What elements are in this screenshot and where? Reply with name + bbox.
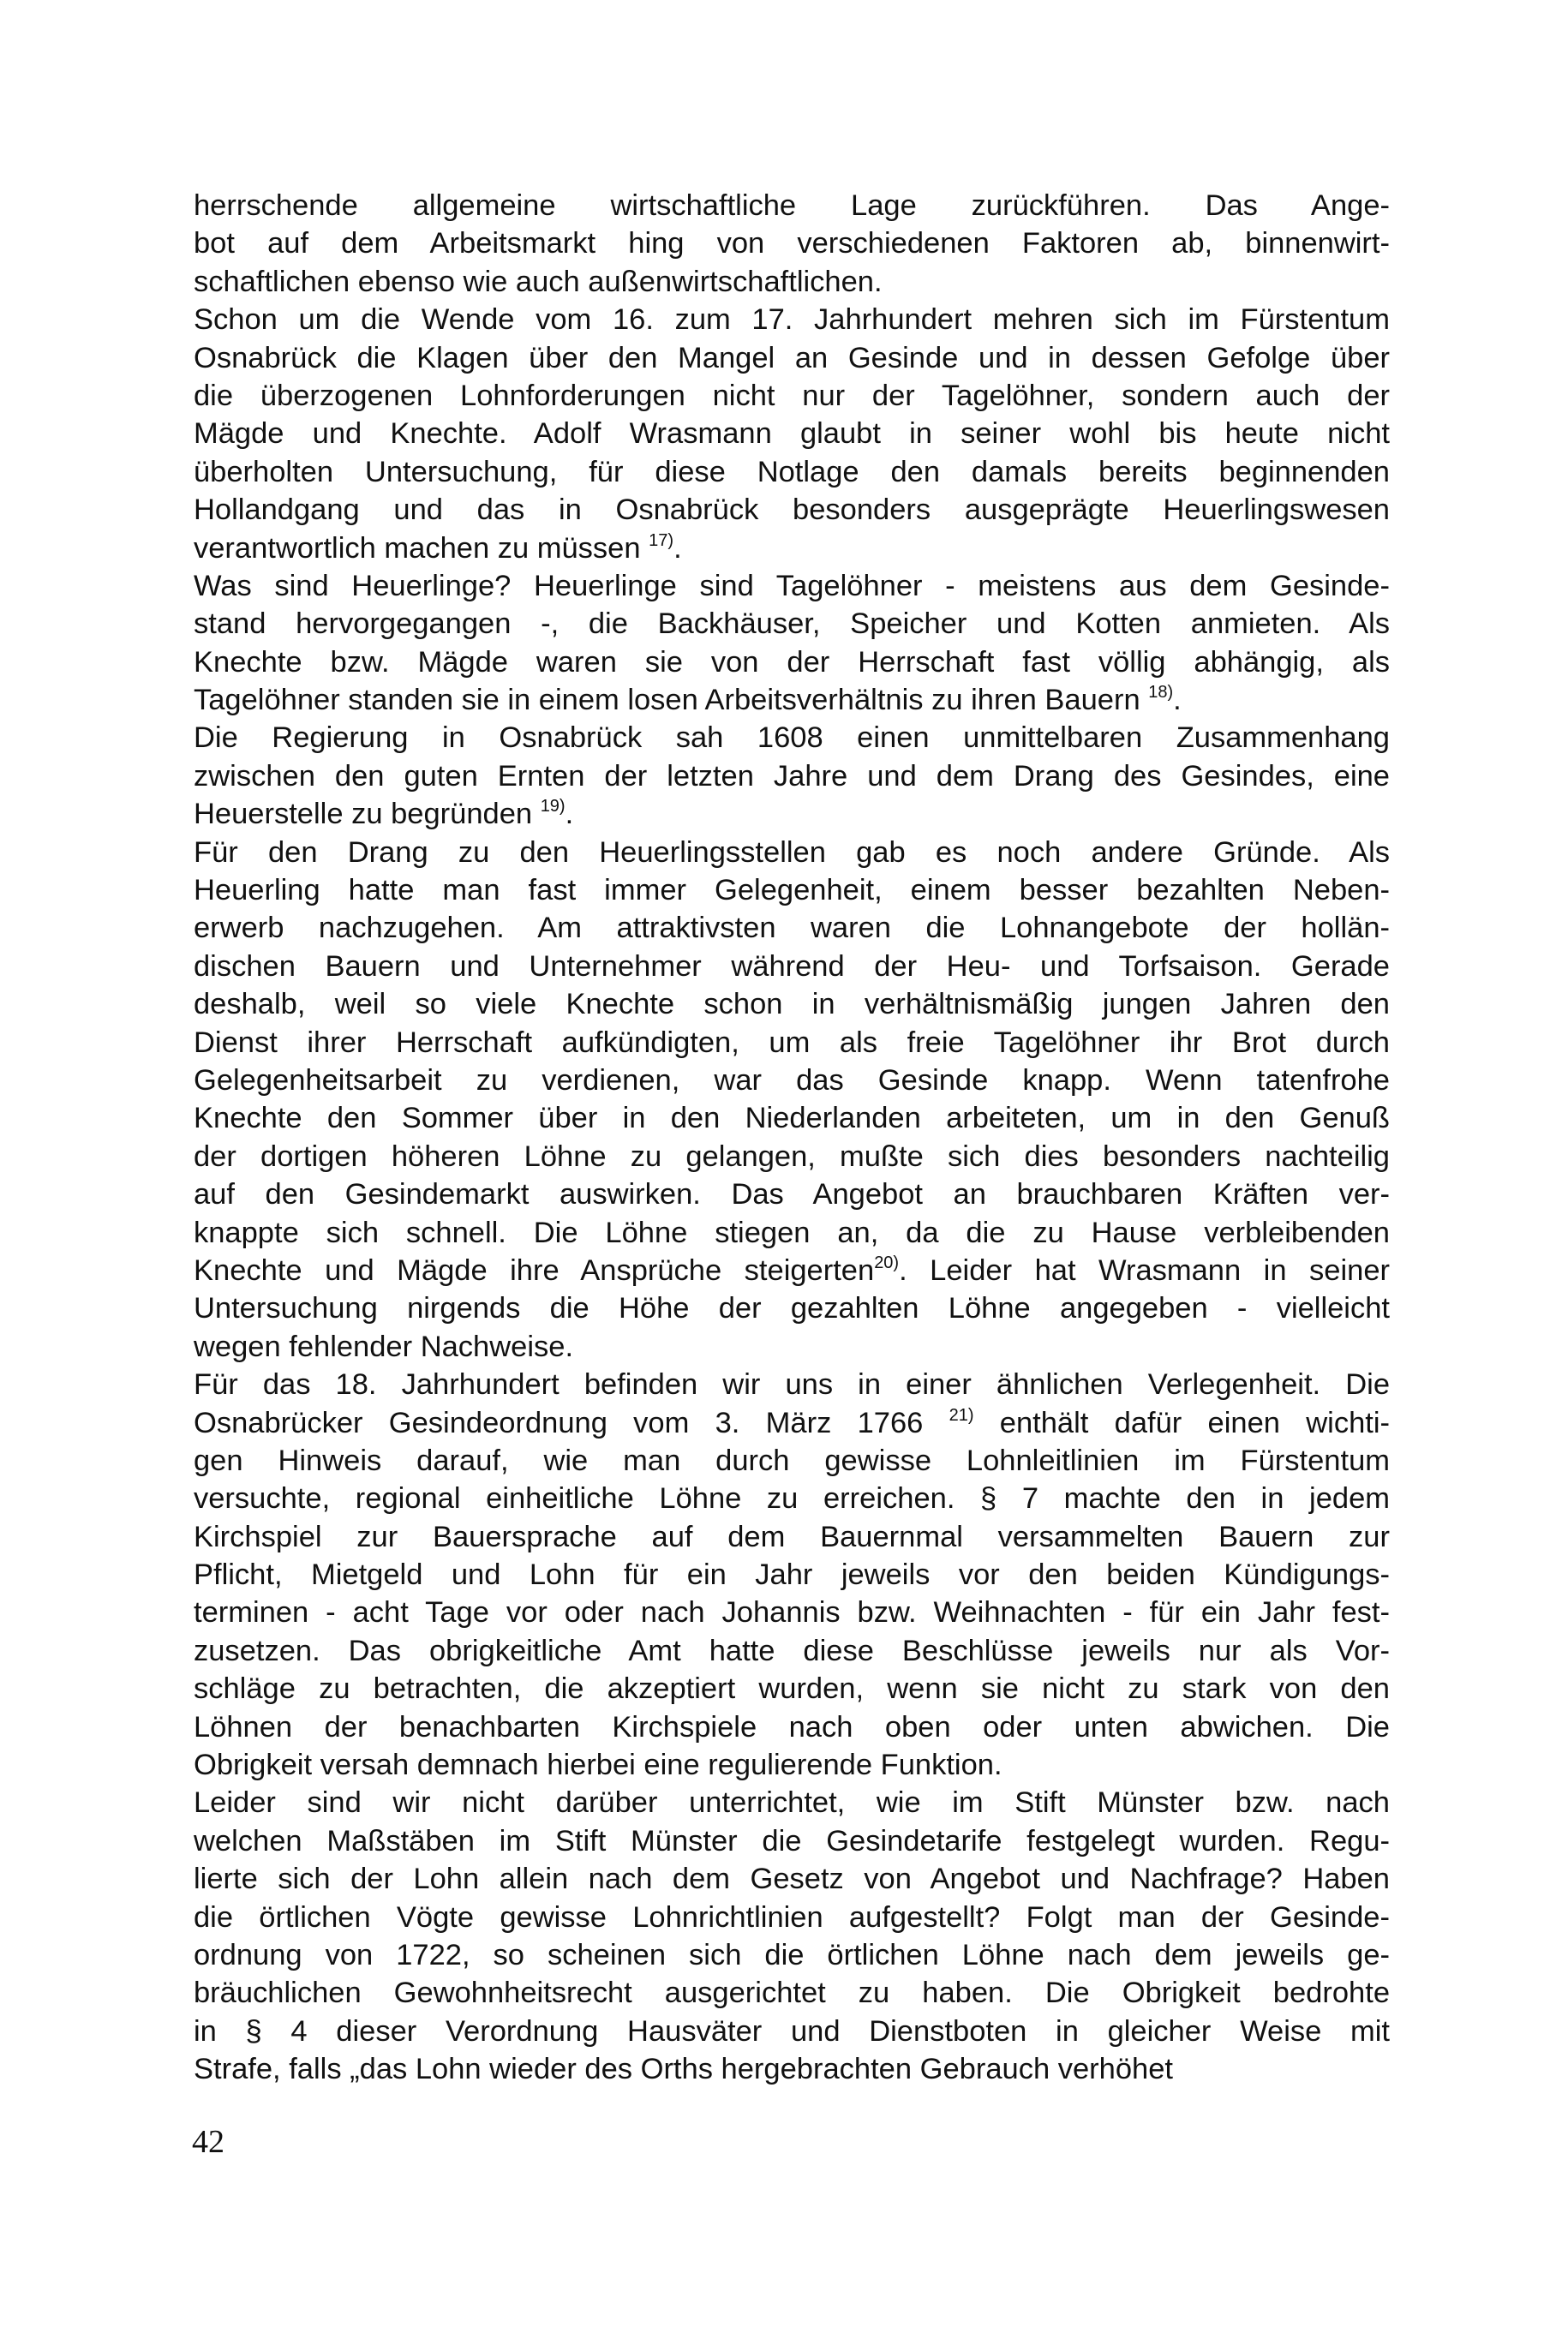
text-line <box>194 1138 1390 1175</box>
text-segment: Für das 18. Jahrhundert befinden wir uns in einer ähnlichen Verlegenheit. Die <box>194 1368 1390 1402</box>
text-line <box>194 1062 1390 1099</box>
text-segment: erwerb nachzugehen. Am attraktivsten waren die Lohnangebote der hollän- <box>194 912 1390 945</box>
text-line <box>194 719 1390 757</box>
footnote-reference: 21) <box>949 1405 974 1425</box>
text-line <box>194 757 1390 795</box>
text-segment: lierte sich der Lohn allein nach dem Gesetz von Angebot und Nachfrage? Haben <box>194 1863 1390 1896</box>
text-line <box>194 491 1390 529</box>
text-line <box>194 909 1390 947</box>
text-segment: Dienst ihrer Herrschaft aufkündigten, um als freie Tagelöhner ihr Brot durch <box>194 1026 1390 1059</box>
text-line <box>194 263 1390 301</box>
text-line <box>194 1556 1390 1594</box>
text-line <box>194 1936 1390 1974</box>
text-segment: Obrigkeit versah demnach hierbei eine regulierende Funktion. <box>194 1749 1002 1782</box>
text-line <box>194 2013 1390 2050</box>
text-segment: Heuerstelle zu begründen <box>194 798 541 831</box>
text-segment: schläge zu betrachten, die akzeptiert wurden, wenn sie nicht zu stark von den <box>194 1672 1390 1706</box>
text-segment: zusetzen. Das obrigkeitliche Amt hatte diese Beschlüsse jeweils nur als Vor- <box>194 1634 1390 1667</box>
text-segment: Untersuchung nirgends die Höhe der gezahlten Löhne angegeben - vielleicht <box>194 1292 1390 1325</box>
text-line <box>194 681 1390 719</box>
footnote-reference: 20) <box>874 1253 900 1272</box>
text-segment: Strafe, falls „das Lohn wieder des Orths hergebrachten Gebrauch verhöhet <box>194 2053 1173 2086</box>
text-segment: enthält dafür einen wichti- <box>973 1406 1390 1439</box>
text-segment: der dortigen höheren Löhne zu gelangen, mußte sich dies besonders nachteilig <box>194 1140 1390 1173</box>
text-segment: Knechte bzw. Mägde waren sie von der Herrschaft fast völlig abhängig, als <box>194 645 1390 679</box>
text-line <box>194 1899 1390 1936</box>
text-line <box>194 1328 1390 1366</box>
text-line <box>194 1289 1390 1327</box>
text-line <box>194 567 1390 605</box>
text-segment: deshalb, weil so viele Knechte schon in verhältnismäßig jungen Jahren den <box>194 988 1390 1021</box>
text-segment: . <box>565 798 574 831</box>
text-segment: Die Regierung in Osnabrück sah 1608 einen unmittelbaren Zusammenhang <box>194 721 1390 755</box>
footnote-reference: 17) <box>649 530 674 550</box>
text-line <box>194 529 1390 567</box>
text-line <box>194 339 1390 377</box>
text-segment: verantwortlich machen zu müssen <box>194 531 649 565</box>
text-segment: die örtlichen Vögte gewisse Lohnrichtlinien aufgestellt? Folgt man der Gesinde- <box>194 1900 1390 1934</box>
footnote-reference: 19) <box>540 797 566 817</box>
text-segment: Osnabrücker Gesindeordnung vom 3. März 1766 <box>194 1406 949 1439</box>
text-segment: . Leider hat Wrasmann in seiner <box>899 1253 1390 1287</box>
text-segment: Hollandgang und das in Osnabrück besonders ausgeprägte Heuerlingswesen <box>194 494 1390 527</box>
text-segment: in § 4 dieser Verordnung Hausväter und Dienstboten in gleicher Weise mit <box>194 2014 1390 2048</box>
text-line <box>194 1784 1390 1822</box>
text-segment: wegen fehlender Nachweise. <box>194 1330 574 1363</box>
text-line <box>194 415 1390 452</box>
text-segment: überholten Untersuchung, für diese Notlage den damals bereits beginnenden <box>194 455 1390 488</box>
text-line <box>194 1175 1390 1213</box>
text-segment: Tagelöhner standen sie in einem losen Arbeitsverhältnis zu ihren Bauern <box>194 684 1149 717</box>
text-line <box>194 1442 1390 1480</box>
text-segment: herrschende allgemeine wirtschaftliche Lage zurückführen. Das Ange- <box>194 189 1390 222</box>
text-line <box>194 795 1390 833</box>
text-segment: dischen Bauern und Unternehmer während der Heu- und Torfsaison. Gerade <box>194 949 1390 983</box>
text-line <box>194 2050 1390 2088</box>
text-line <box>194 871 1390 909</box>
text-line <box>194 1252 1390 1289</box>
text-segment: bräuchlichen Gewohnheitsrecht ausgerichtet zu haben. Die Obrigkeit bedrohte <box>194 1977 1390 2010</box>
text-segment: Pflicht, Mietgeld und Lohn für ein Jahr jeweils vor den beiden Kündigungs- <box>194 1558 1390 1592</box>
text-line <box>194 1974 1390 2012</box>
text-segment: Leider sind wir nicht darüber unterrichtet, wie im Stift Münster bzw. nach <box>194 1786 1390 1820</box>
text-segment: Löhnen der benachbarten Kirchspiele nach oben oder unten abwichen. Die <box>194 1710 1390 1744</box>
text-line <box>194 1594 1390 1631</box>
text-line <box>194 1480 1390 1517</box>
text-segment: Schon um die Wende vom 16. zum 17. Jahrhundert mehren sich im Fürstentum <box>194 303 1390 337</box>
text-segment: ordnung von 1722, so scheinen sich die örtlichen Löhne nach dem jeweils ge- <box>194 1938 1390 1971</box>
text-segment: Knechte und Mägde ihre Ansprüche steigerten <box>194 1253 875 1287</box>
text-line <box>194 377 1390 415</box>
text-segment: welchen Maßstäben im Stift Münster die Gesindetarife festgelegt wurden. Regu- <box>194 1824 1390 1857</box>
text-segment: terminen - acht Tage vor oder nach Johannis bzw. Weihnachten - für ein Jahr fest- <box>194 1596 1390 1630</box>
text-line <box>194 187 1390 224</box>
text-line <box>194 301 1390 338</box>
text-segment: gen Hinweis darauf, wie man durch gewisse Lohnleitlinien im Fürstentum <box>194 1444 1390 1477</box>
text-line <box>194 605 1390 643</box>
text-line <box>194 1632 1390 1670</box>
text-segment: Mägde und Knechte. Adolf Wrasmann glaubt in seiner wohl bis heute nicht <box>194 417 1390 451</box>
text-line <box>194 1860 1390 1898</box>
text-segment: bot auf dem Arbeitsmarkt hing von verschiedenen Faktoren ab, binnenwirt- <box>194 227 1390 260</box>
page-number: 42 <box>192 2124 224 2160</box>
text-line <box>194 1024 1390 1062</box>
footnote-reference: 18) <box>1148 683 1174 703</box>
text-segment: Heuerling hatte man fast immer Gelegenheit, einem besser bezahlten Neben- <box>194 874 1390 907</box>
text-segment: Gelegenheitsarbeit zu verdienen, war das Gesinde knapp. Wenn tatenfrohe <box>194 1063 1390 1097</box>
text-line <box>194 1214 1390 1252</box>
text-segment: zwischen den guten Ernten der letzten Jahre und dem Drang des Gesindes, eine <box>194 759 1390 793</box>
text-line <box>194 1708 1390 1746</box>
text-segment: Was sind Heuerlinge? Heuerlinge sind Tagelöhner - meistens aus dem Gesinde- <box>194 569 1390 602</box>
text-segment: . <box>1173 684 1182 717</box>
text-line <box>194 643 1390 681</box>
text-line <box>194 1518 1390 1556</box>
text-segment: versuchte, regional einheitliche Löhne zu erreichen. § 7 machte den in jedem <box>194 1482 1390 1516</box>
text-line <box>194 1822 1390 1860</box>
text-line <box>194 1366 1390 1403</box>
text-segment: stand hervorgegangen -, die Backhäuser, Speicher und Kotten anmieten. Als <box>194 607 1390 641</box>
text-segment: . <box>673 531 682 565</box>
text-segment: knappte sich schnell. Die Löhne stiegen an, da die zu Hause verbleibenden <box>194 1216 1390 1249</box>
text-line <box>194 1670 1390 1708</box>
text-line <box>194 948 1390 985</box>
text-segment: Kirchspiel zur Bauersprache auf dem Bauernmal versammelten Bauern zur <box>194 1520 1390 1553</box>
text-line <box>194 985 1390 1023</box>
text-line <box>194 1404 1390 1442</box>
text-line <box>194 1099 1390 1137</box>
text-segment: Knechte den Sommer über in den Niederlanden arbeiteten, um in den Genuß <box>194 1102 1390 1135</box>
text-segment: Osnabrück die Klagen über den Mangel an Gesinde und in dessen Gefolge über <box>194 341 1390 374</box>
text-segment: die überzogenen Lohnforderungen nicht nur der Tagelöhner, sondern auch der <box>194 379 1390 412</box>
text-segment: schaftlichen ebenso wie auch außenwirtschaftlichen. <box>194 265 883 298</box>
text-line <box>194 1746 1390 1784</box>
body-text <box>194 187 1390 2089</box>
text-segment: auf den Gesindemarkt auswirken. Das Angebot an brauchbaren Kräften ver- <box>194 1178 1390 1211</box>
text-line <box>194 224 1390 262</box>
text-line <box>194 453 1390 491</box>
text-line <box>194 834 1390 871</box>
text-segment: Für den Drang zu den Heuerlingsstellen gab es noch andere Gründe. Als <box>194 835 1390 869</box>
